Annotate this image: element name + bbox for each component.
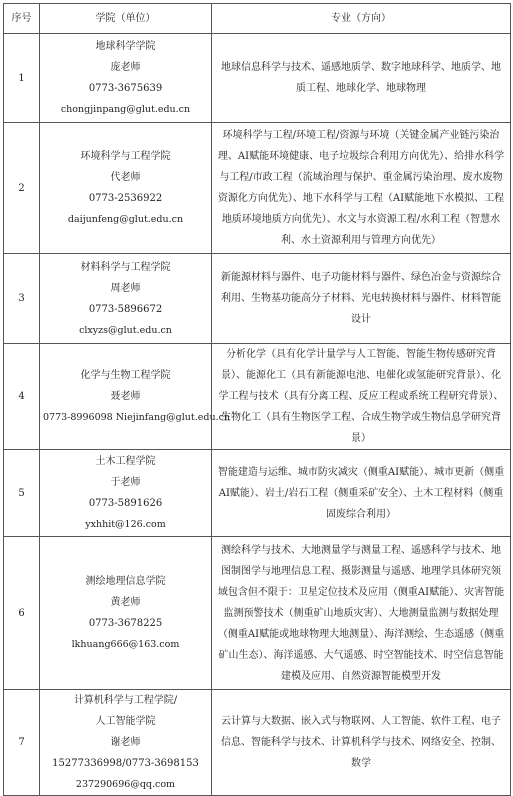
row-number: 1 — [4, 34, 40, 123]
table-header-row — [4, 4, 511, 34]
contact-name: 庞老师 — [110, 62, 141, 73]
contact-email: 0773-8996098 Niejinfang@glut.edu.cn — [43, 412, 231, 423]
row-number: 3 — [4, 254, 40, 344]
contact-email: daijunfeng@glut.edu.cn — [67, 214, 184, 225]
contact-name: 黄老师 — [110, 597, 141, 608]
unit-cell — [40, 690, 212, 796]
contact-email: chongjinpang@glut.edu.cn — [60, 104, 191, 115]
row-number: 4 — [4, 344, 40, 450]
table-row — [4, 690, 511, 796]
contact-phone: 0773-3675639 — [88, 83, 163, 94]
row-number: 6 — [4, 537, 40, 690]
header-no: 序号 — [4, 4, 40, 34]
unit-cell — [40, 34, 212, 123]
college-name: 化学与生物工程学院 — [80, 370, 171, 381]
contact-phone: 0773-5891626 — [88, 498, 163, 509]
contact-phone: 0773-5896672 — [88, 303, 163, 315]
major-cell: 新能源材料与器件、电子功能材料与器件、绿色冶金与资源综合利用、生物基功能高分子材料、光电转换材料与器件、材料智能设计 — [212, 254, 511, 344]
contact-name: 周老师 — [110, 282, 141, 294]
row-number: 7 — [4, 690, 40, 796]
college-name: 材料科学与工程学院 — [80, 261, 171, 273]
college-name: 计算机科学与工程学院/ — [73, 695, 178, 706]
table-row — [4, 450, 511, 537]
row-number: 2 — [4, 123, 40, 254]
header-unit: 学院（单位） — [40, 4, 212, 34]
unit-cell — [40, 123, 212, 254]
table-row — [4, 537, 511, 690]
college-name-line2: 人工智能学院 — [95, 716, 156, 727]
major-cell: 环境科学与工程/环境工程/资源与环境（关键金属产业链污染治理、AI赋能环境健康、电子垃圾综合利用方向优先）、给排水科学与工程/市政工程（流域治理与保护、重金属污染治理、废水废物资源化方向优先）、地下水科学与工程（AI赋能地下水模拟、工程地质环境地质方向优先）、水文与水资源工程/水利工程（智慧水利、水土资源利用与管理方向优先） — [212, 123, 511, 254]
unit-cell — [40, 537, 212, 690]
contact-name: 谢老师 — [110, 737, 141, 748]
unit-cell — [40, 450, 212, 537]
contact-name: 聂老师 — [110, 391, 141, 402]
recruitment-table — [3, 3, 511, 796]
table-row — [4, 344, 511, 450]
contact-phone: 0773-2536922 — [88, 193, 163, 204]
table-row — [4, 123, 511, 254]
contact-email: 237290696@qq.com — [75, 779, 176, 790]
contact-email: yxhhit@126.com — [85, 519, 166, 530]
contact-email: clxyzs@glut.edu.cn — [79, 324, 172, 336]
contact-name: 于老师 — [110, 477, 141, 488]
row-number: 5 — [4, 450, 40, 537]
college-name: 环境科学与工程学院 — [80, 151, 171, 162]
table-row — [4, 254, 511, 344]
major-cell: 分析化学（具有化学计量学与人工智能、智能生物传感研究背景）、能源化工（具有新能源电池、电催化或氢能研究背景）、化学工程与技术（具有分离工程、反应工程或系统工程研究背景）、生物化工（具有生物医学工程、合成生物学或生物信息学研究背景） — [212, 344, 511, 450]
major-cell: 地球信息科学与技术、遥感地质学、数字地球科学、地质学、地质工程、地球化学、地球物理 — [212, 34, 511, 123]
unit-cell — [40, 254, 212, 344]
header-major: 专业（方向） — [212, 4, 511, 34]
table-row — [4, 34, 511, 123]
college-name: 地球科学学院 — [95, 41, 156, 52]
major-cell: 智能建造与运维、城市防灾减灾（侧重AI赋能）、城市更新（侧重AI赋能）、岩土/岩石工程（侧重采矿安全）、土木工程材料（侧重固废综合利用） — [212, 450, 511, 537]
contact-email: lkhuang666@163.com — [71, 639, 180, 650]
contact-name: 代老师 — [110, 172, 141, 183]
major-cell: 云计算与大数据、嵌入式与物联网、人工智能、软件工程、电子信息、智能科学与技术、计算机科学与技术、网络安全、控制、数学 — [212, 690, 511, 796]
college-name: 测绘地理信息学院 — [85, 576, 166, 587]
major-cell: 测绘科学与技术、大地测量学与测量工程、遥感科学与技术、地图制图学与地理信息工程、摄影测量与遥感、地理学具体研究领域包含但不限于：卫星定位技术及应用（侧重AI赋能）、灾害智能监测预警技术（侧重矿山地质灾害）、大地测量监测与数据处理（侧重AI赋能或地球物理大地测量）、海洋测绘、生态遥感（侧重矿山生态）、海洋遥感、大气遥感、时空智能技术、时空信息智能建模及应用、自然资源智能模型开发 — [212, 537, 511, 690]
unit-cell — [40, 344, 231, 450]
document-page — [3, 3, 510, 790]
college-name: 土木工程学院 — [95, 456, 156, 467]
contact-phone: 0773-3678225 — [88, 618, 163, 629]
contact-phone: 15277336998/0773-3698153 — [52, 758, 199, 769]
